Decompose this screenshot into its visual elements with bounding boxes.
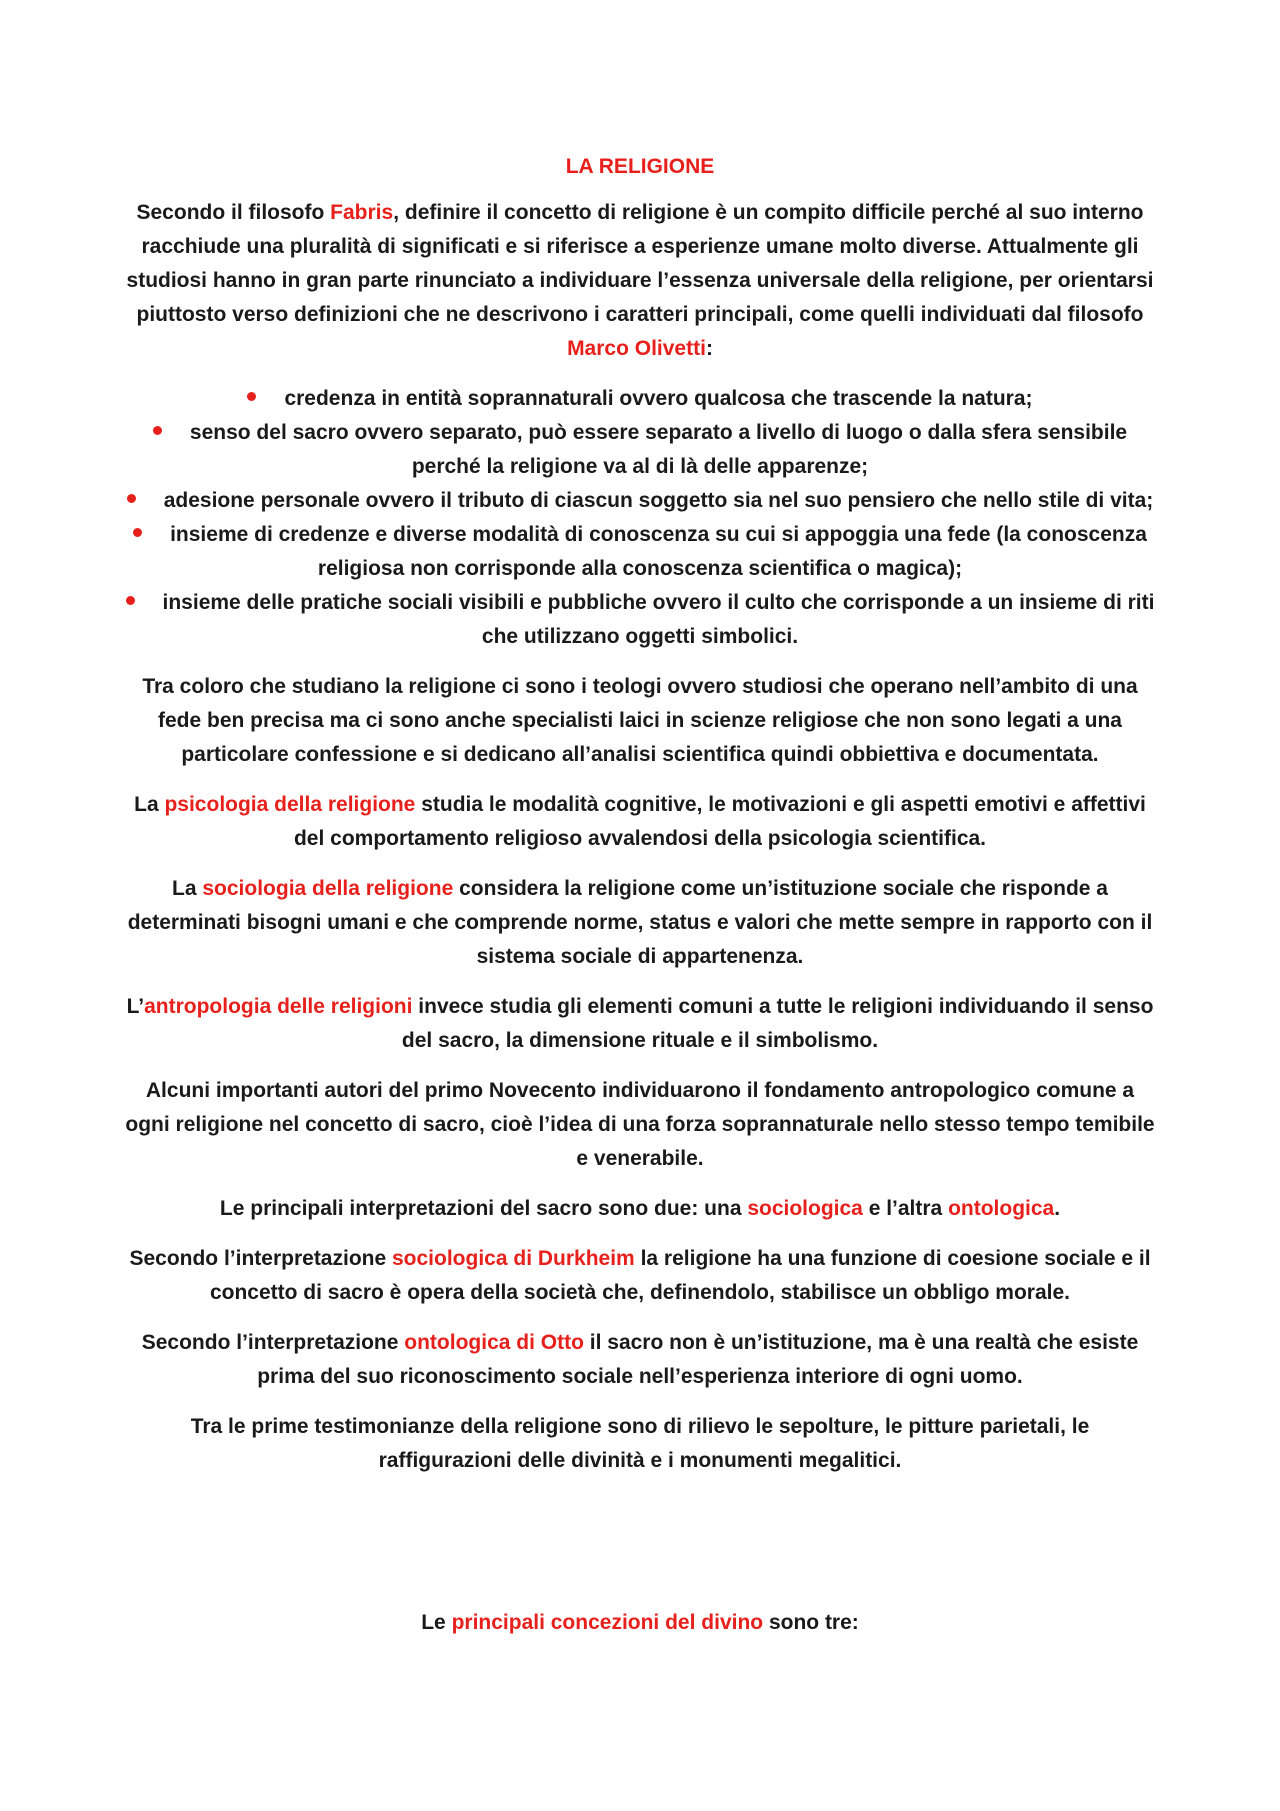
psicologia-text-2: studia le modalità cognitive, le motivazioni e gli aspetti emotivi e affettivi del comportamento religioso avvalendosi della psicologia scientifica. xyxy=(293,793,1146,850)
list-item xyxy=(125,382,1155,416)
otto-text-1: Secondo l’interpretazione xyxy=(141,1331,405,1354)
bullet-dot-icon xyxy=(153,426,162,435)
list-item xyxy=(125,416,1155,484)
bullet-dot-icon xyxy=(247,392,256,401)
characteristics-list xyxy=(125,382,1155,654)
paragraph-psicologia xyxy=(125,788,1155,856)
highlight-sociologica: sociologica xyxy=(747,1197,863,1220)
bullet-dot-icon xyxy=(126,596,135,605)
list-item-text: credenza in entità soprannaturali ovvero qualcosa che trascende la natura; xyxy=(284,387,1033,410)
document-body xyxy=(125,150,1155,1656)
interpretazioni-text-1: Le principali interpretazioni del sacro sono due: una xyxy=(219,1197,748,1220)
list-item xyxy=(125,518,1155,586)
intro-text-1: Secondo il filosofo xyxy=(136,201,331,224)
interpretazioni-text-3: . xyxy=(1054,1197,1061,1220)
highlight-fabris: Fabris xyxy=(330,201,394,224)
antropologia-text-2: invece studia gli elementi comuni a tutte le religioni individuando il senso del sacro, la dimensione rituale e il simbolismo. xyxy=(401,995,1154,1052)
page-title: LA RELIGIONE xyxy=(565,155,715,178)
intro-text-2: , definire il concetto di religione è un compito difficile perché al suo interno racchiude una pluralità di significati e si riferisce a esperienze umane molto diverse. Attualmente gli studiosi hanno in gran parte rinunciato a individuare l’essenza universale della religione, per orientarsi piuttosto verso definizioni che ne descrivono i caratteri principali, come quelli individuati dal filosofo xyxy=(126,201,1154,326)
durkheim-text-1: Secondo l’interpretazione xyxy=(129,1247,392,1270)
paragraph-durkheim xyxy=(125,1242,1155,1310)
highlight-concezioni: principali concezioni del divino xyxy=(451,1611,764,1634)
paragraph-otto xyxy=(125,1326,1155,1394)
paragraph-antropologia xyxy=(125,990,1155,1058)
paragraph-testimonianze: Tra le prime testimonianze della religione sono di rilievo le sepolture, le pitture parietali, le raffigurazioni delle divinità e i monumenti megalitici. xyxy=(190,1415,1090,1472)
paragraph-studiosi: Tra coloro che studiano la religione ci sono i teologi ovvero studiosi che operano nell’ambito di una fede ben precisa ma ci sono anche specialisti laici in scienze religiose che non sono legati a una particolare confessione e si dedicano all’analisi scientifica quindi obbiettiva e documentata. xyxy=(142,675,1138,766)
durkheim-text-2: la religione ha una funzione di coesione sociale e il concetto di sacro è opera della società che, definendolo, stabilisce un obbligo morale. xyxy=(209,1247,1151,1304)
highlight-ontologica: ontologica xyxy=(948,1197,1055,1220)
list-item-text: insieme di credenze e diverse modalità di conoscenza su cui si appoggia una fede (la conoscenza religiosa non corrisponde alla conoscenza scientifica o magica); xyxy=(170,523,1147,580)
highlight-psicologia: psicologia della religione xyxy=(164,793,416,816)
antropologia-text-1: L’ xyxy=(126,995,145,1018)
highlight-sociologia: sociologia della religione xyxy=(202,877,454,900)
psicologia-text-1: La xyxy=(134,793,165,816)
list-item-text: insieme delle pratiche sociali visibili e pubbliche ovvero il culto che corrisponde a un insieme di riti che utilizzano oggetti simbolici. xyxy=(162,591,1155,648)
intro-text-3: : xyxy=(705,337,713,360)
interpretazioni-text-2: e l’altra xyxy=(862,1197,949,1220)
bullet-dot-icon xyxy=(127,494,136,503)
bullet-dot-icon xyxy=(133,528,142,537)
sociologia-text-2: considera la religione come un’istituzione sociale che risponde a determinati bisogni umani e che comprende norme, status e valori che mette sempre in rapporto con il sistema sociale di appartenenza. xyxy=(127,877,1153,968)
highlight-otto: ontologica di Otto xyxy=(404,1331,584,1354)
concezioni-text-1: Le xyxy=(421,1611,452,1634)
paragraph-interpretazioni xyxy=(125,1192,1155,1226)
highlight-durkheim: sociologica di Durkheim xyxy=(392,1247,635,1270)
list-item-text: adesione personale ovvero il tributo di ciascun soggetto sia nel suo pensiero che nello stile di vita; xyxy=(163,489,1154,512)
paragraph-sociologia xyxy=(125,872,1155,974)
sociologia-text-1: La xyxy=(172,877,203,900)
paragraph-concezioni xyxy=(125,1606,1155,1640)
list-item-text: senso del sacro ovvero separato, può essere separato a livello di luogo o dalla sfera sensibile perché la religione va al di là delle apparenze; xyxy=(189,421,1128,478)
blank-space xyxy=(125,1494,1155,1606)
paragraph-novecento: Alcuni importanti autori del primo Novecento individuarono il fondamento antropologico comune a ogni religione nel concetto di sacro, cioè l’idea di una forza soprannaturale nello stesso tempo temibile e venerabile. xyxy=(125,1079,1155,1170)
list-item xyxy=(125,586,1155,654)
concezioni-text-2: sono tre: xyxy=(763,1611,859,1634)
otto-text-2: il sacro non è un’istituzione, ma è una realtà che esiste prima del suo riconoscimento sociale nell’esperienza interiore di ogni uomo. xyxy=(257,1331,1139,1388)
paragraph-intro xyxy=(125,196,1155,366)
highlight-antropologia: antropologia delle religioni xyxy=(144,995,413,1018)
list-item xyxy=(125,484,1155,518)
highlight-marco-olivetti: Marco Olivetti xyxy=(567,337,706,360)
